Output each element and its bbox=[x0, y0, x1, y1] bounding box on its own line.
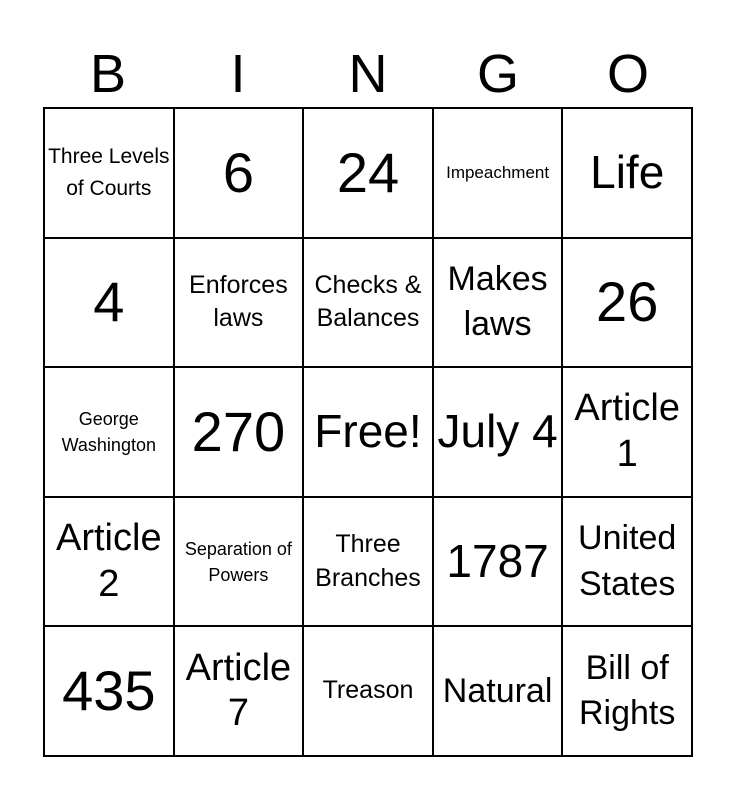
cell-label: 435 bbox=[62, 659, 156, 722]
bingo-cell[interactable] bbox=[304, 109, 434, 239]
bingo-cell[interactable] bbox=[304, 239, 434, 369]
cell-label: Natural bbox=[442, 671, 553, 710]
bingo-cell[interactable] bbox=[434, 109, 564, 239]
cell-label: 1787 bbox=[446, 534, 549, 587]
bingo-cell[interactable] bbox=[563, 109, 693, 239]
header-letter-i: I bbox=[230, 44, 246, 104]
cell-label: Makes laws bbox=[447, 260, 548, 344]
bingo-cell[interactable] bbox=[45, 498, 175, 628]
bingo-cell[interactable] bbox=[434, 627, 564, 757]
bingo-cell[interactable] bbox=[563, 627, 693, 757]
bingo-cell[interactable] bbox=[304, 498, 434, 628]
cell-label: Three Branches bbox=[315, 529, 421, 592]
cell-label: 24 bbox=[336, 140, 400, 204]
bingo-cell[interactable] bbox=[304, 627, 434, 757]
bingo-cell[interactable] bbox=[434, 239, 564, 369]
bingo-cell[interactable] bbox=[434, 368, 564, 498]
bingo-cell[interactable] bbox=[563, 368, 693, 498]
cell-label: Life bbox=[590, 146, 665, 199]
cell-label: 270 bbox=[191, 399, 286, 463]
bingo-cell[interactable] bbox=[563, 498, 693, 628]
bingo-cell[interactable] bbox=[45, 239, 175, 369]
cell-label: Three Levels of Courts bbox=[48, 144, 170, 200]
bingo-cell[interactable] bbox=[175, 109, 305, 239]
bingo-cell[interactable] bbox=[175, 239, 305, 369]
cell-label: Checks & Balances bbox=[314, 270, 422, 333]
cell-label: George Washington bbox=[61, 408, 156, 455]
bingo-cell[interactable] bbox=[45, 368, 175, 498]
cell-label: Article 2 bbox=[56, 517, 162, 605]
header-letter-b: B bbox=[89, 44, 127, 104]
cell-label: 4 bbox=[93, 270, 125, 334]
cell-label: Bill of Rights bbox=[579, 648, 676, 733]
bingo-cell[interactable] bbox=[175, 627, 305, 757]
bingo-cell[interactable] bbox=[175, 498, 305, 628]
bingo-cell[interactable] bbox=[175, 368, 305, 498]
bingo-cell[interactable] bbox=[45, 627, 175, 757]
header-letter-g: G bbox=[476, 44, 519, 104]
bingo-header bbox=[43, 40, 693, 108]
bingo-cell[interactable] bbox=[45, 109, 175, 239]
cell-label: Article 1 bbox=[574, 387, 680, 475]
cell-label: July 4 bbox=[437, 405, 558, 458]
bingo-cell[interactable] bbox=[434, 498, 564, 628]
cell-label: Enforces laws bbox=[189, 270, 288, 333]
cell-label: Article 7 bbox=[185, 646, 292, 735]
cell-label: 6 bbox=[222, 140, 254, 204]
header-letter-o: O bbox=[606, 44, 649, 104]
cell-label: 26 bbox=[596, 270, 659, 334]
cell-label: United States bbox=[578, 519, 677, 603]
cell-label: Impeachment bbox=[446, 163, 550, 183]
free-space-label: Free! bbox=[314, 405, 422, 458]
cell-label: Separation of Powers bbox=[184, 538, 292, 585]
header-letter-n: N bbox=[348, 44, 388, 104]
bingo-board bbox=[43, 107, 693, 757]
cell-label: Treason bbox=[322, 676, 414, 705]
free-space-cell[interactable] bbox=[304, 368, 434, 498]
bingo-cell[interactable] bbox=[563, 239, 693, 369]
